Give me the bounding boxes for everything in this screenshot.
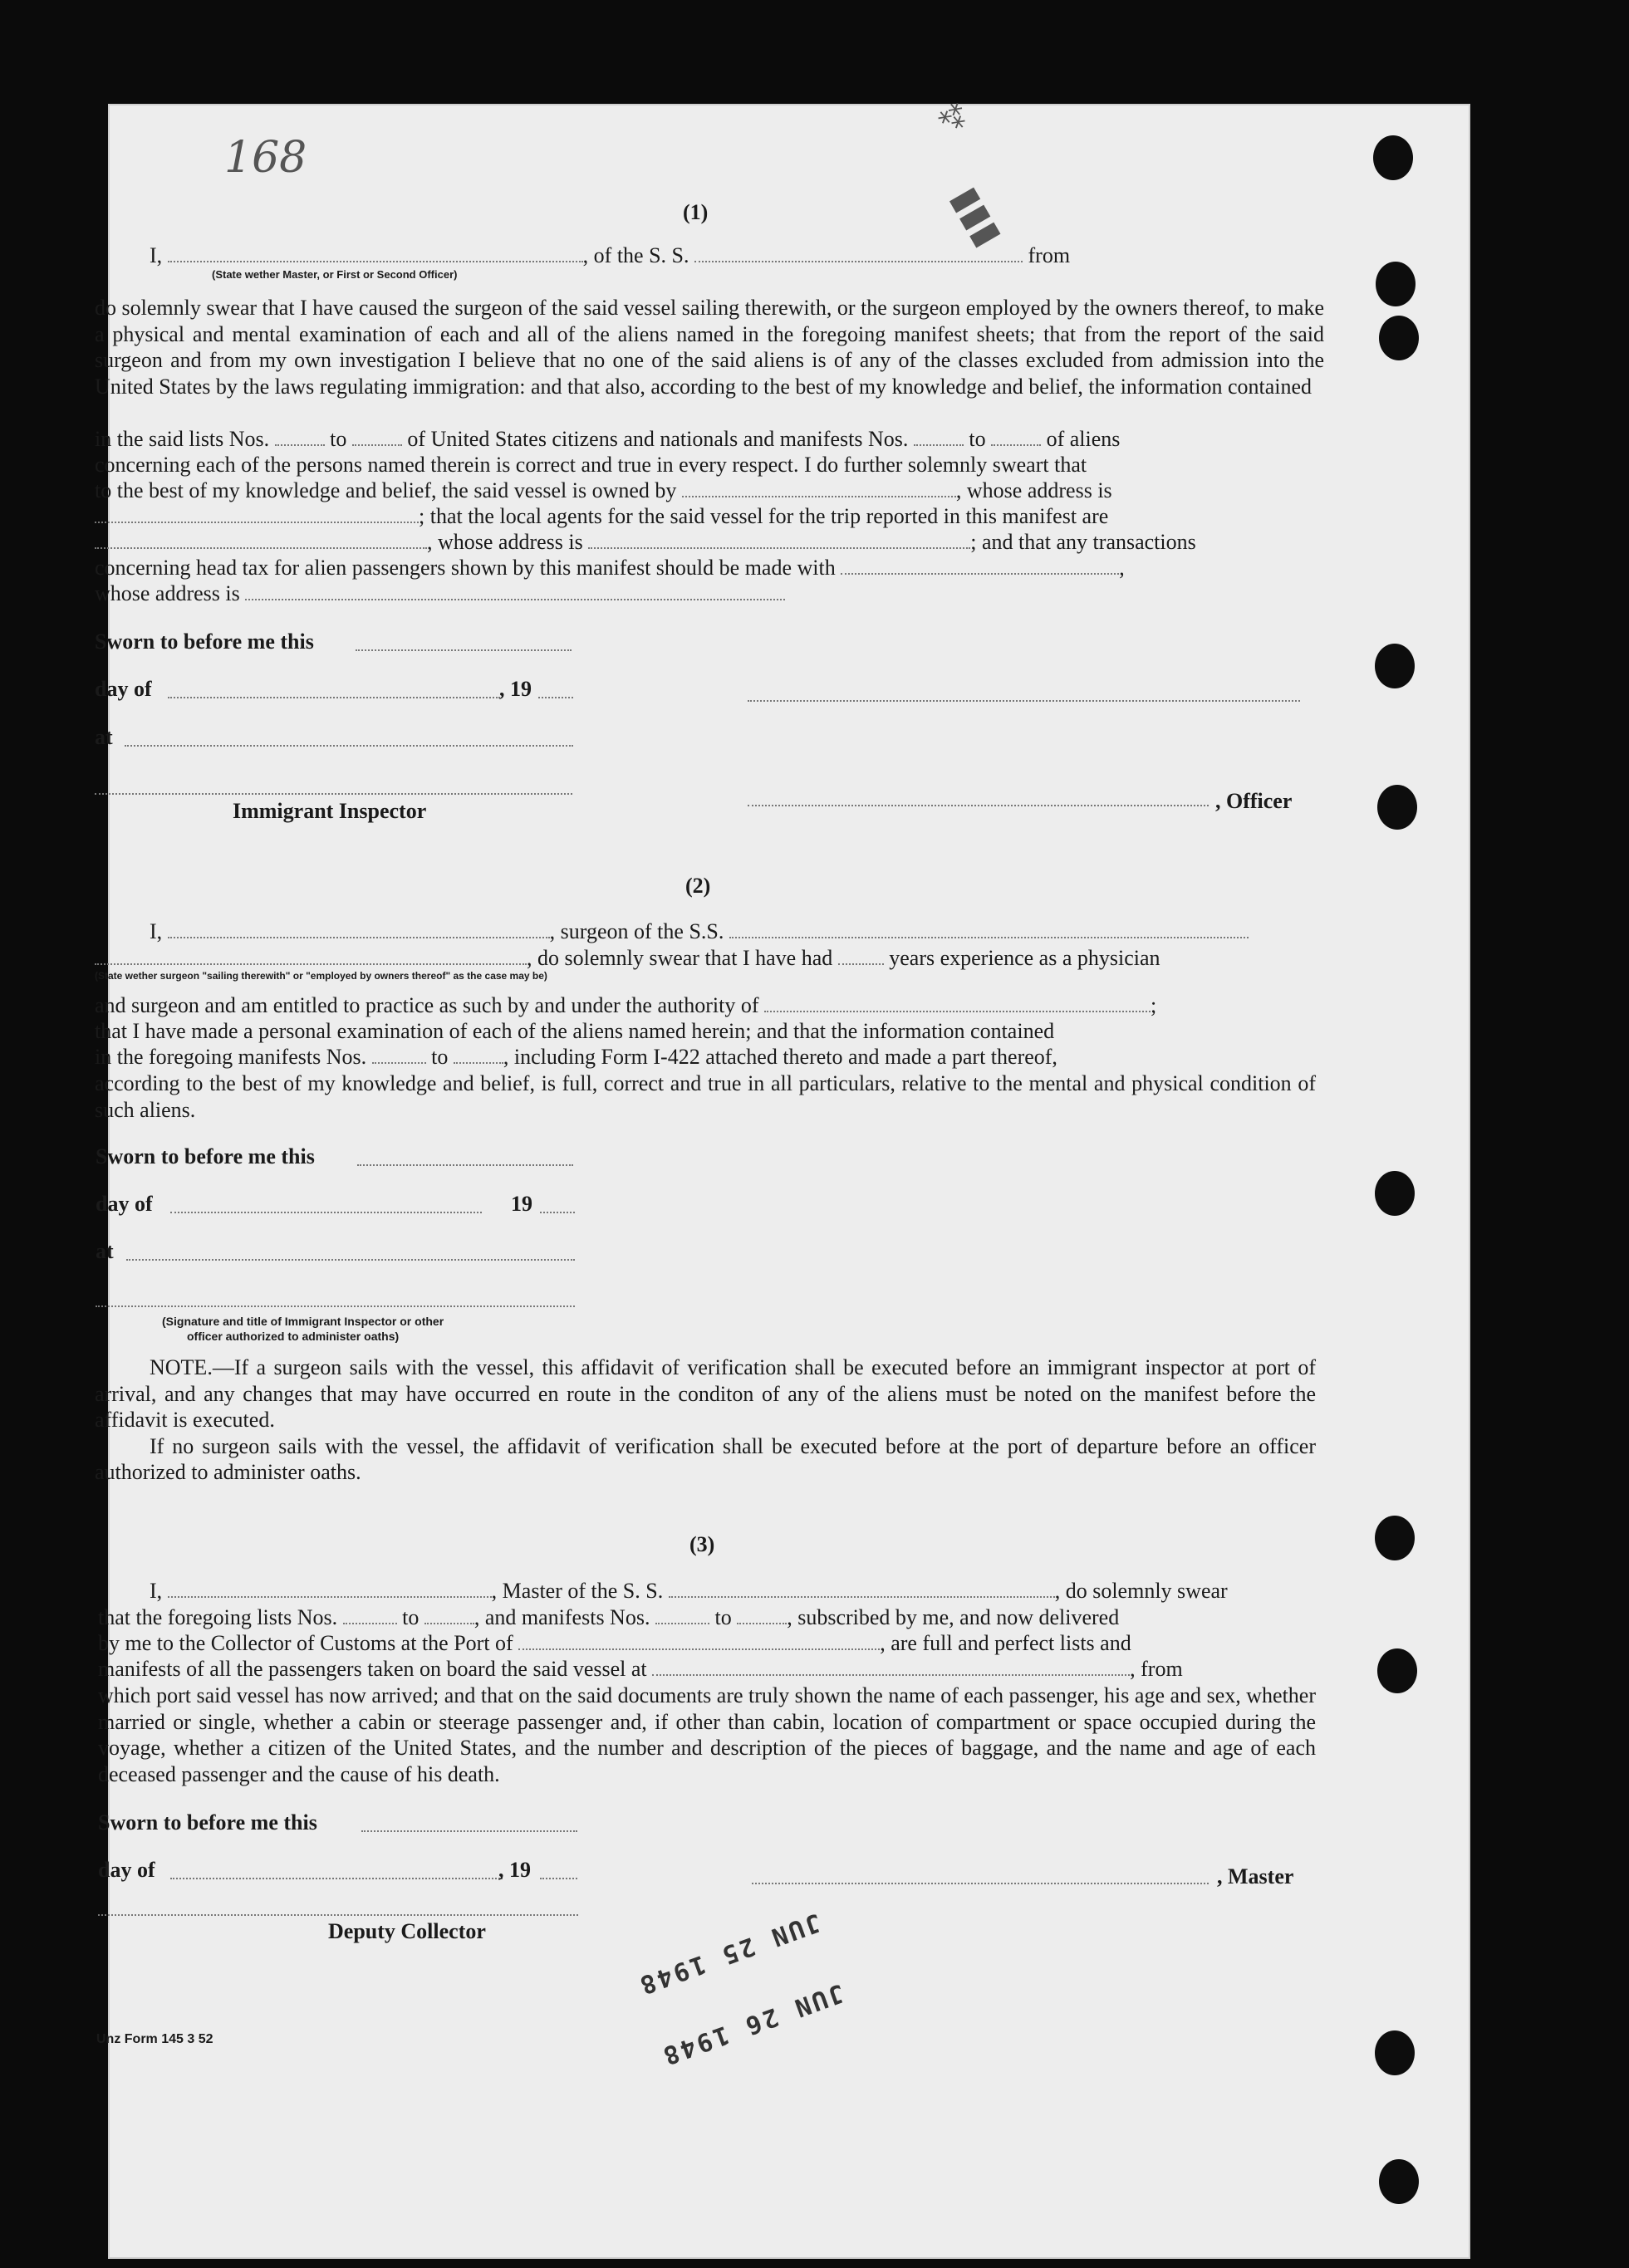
- punch-hole: [1379, 316, 1419, 360]
- s3-day-field[interactable]: [170, 1878, 503, 1879]
- s3-manifests-from-field[interactable]: [655, 1606, 709, 1624]
- s2-at-field[interactable]: [126, 1259, 575, 1261]
- s3-lists-from-field[interactable]: [343, 1606, 397, 1624]
- s2-line2-a: , do solemnly swear that I have had: [527, 946, 833, 970]
- s3-line1-prefix: I,: [150, 1579, 163, 1603]
- s2-manifests-line: [95, 1045, 1057, 1070]
- s3-port-line: [98, 1631, 1131, 1656]
- s1-at: at: [95, 725, 113, 749]
- owner-address-field[interactable]: [95, 505, 419, 523]
- s3-day-of: day of: [98, 1858, 155, 1882]
- s3-para: which port said vessel has now arrived; and that on the said documents are truly shown the name of each passenger, his age and sex, whether married or single, whether a cabin or steerage passenger and, if other than cabin, location of compartment or space occupied during the voyage, whether a citizen of the United States, and the number and description of the pieces of baggage, and the name and age of each deceased passenger and the cause of his death.: [98, 1683, 1316, 1786]
- s3-collector-label: Deputy Collector: [328, 1919, 486, 1943]
- s1-officer-label: , Officer: [1215, 789, 1293, 813]
- punch-hole: [1375, 1516, 1415, 1560]
- s2-day-of: day of: [96, 1192, 153, 1216]
- master-name-field[interactable]: [168, 1580, 492, 1598]
- master-signature-field[interactable]: [752, 1883, 1209, 1884]
- s2-manifests-c: , including Form I-422 attached thereto and made a part thereof,: [503, 1045, 1057, 1069]
- s1-para2: concerning each of the persons named therein is correct and true in every respect. I do further solemnly sweart that: [95, 453, 1087, 477]
- officer-caption: (State wether Master, or First or Second Officer): [212, 268, 458, 281]
- s3-year-field[interactable]: [540, 1878, 577, 1879]
- s1-lists-c: of United States citizens and nationals and manifests Nos.: [407, 427, 909, 451]
- s3-vessel-field[interactable]: [669, 1580, 1055, 1598]
- s1-inspector-label: Immigrant Inspector: [233, 799, 427, 823]
- s1-day-field[interactable]: [168, 697, 500, 698]
- s3-board-b: , from: [1130, 1657, 1183, 1681]
- collector-signature-field[interactable]: [98, 1914, 578, 1916]
- lists-to-field[interactable]: [352, 428, 402, 446]
- s2-auth-b: ;: [1151, 993, 1157, 1017]
- s2-para2: according to the best of my knowledge and belief, is full, correct and true in all particulars, relative to the mental and physical condition of such aliens.: [95, 1071, 1316, 1122]
- punch-hole: [1373, 135, 1413, 180]
- s2-year: 19: [511, 1192, 532, 1216]
- s3-line1-suffix: , do solemnly swear: [1054, 1579, 1228, 1603]
- s1-owned-line: [95, 478, 1112, 503]
- s1-headtax-a: concerning head tax for alien passengers shown by this manifest should be made with: [95, 556, 836, 580]
- s3-line1-middle: , Master of the S. S.: [491, 1579, 664, 1603]
- form-number: Unz Form 145 3 52: [96, 2032, 213, 2046]
- s1-headtax-b: ,: [1119, 556, 1125, 580]
- s3-lists-c: , and manifests Nos.: [473, 1605, 650, 1629]
- s1-owned-b: , whose address is: [955, 478, 1112, 502]
- s1-owned-a: to the best of my knowledge and belief, the said vessel is owned by: [95, 478, 677, 502]
- s3-master-label: , Master: [1217, 1864, 1294, 1888]
- punch-hole: [1375, 644, 1415, 688]
- s2-sig-caption-1: (Signature and title of Immigrant Inspector or other: [162, 1315, 444, 1328]
- owner-field[interactable]: [682, 479, 956, 497]
- note-1: NOTE.—If a surgeon sails with the vessel, this affidavit of verification shall be executed before an immigrant inspector at port of arrival, and any changes that may have occurred en route in the conditon of any of the aliens must be noted on the manifest before the affidavit is executed.: [95, 1355, 1316, 1432]
- s2-manifests-from-field[interactable]: [372, 1046, 426, 1064]
- surgeon-name-field[interactable]: [168, 920, 550, 938]
- s2-manifests-to-field[interactable]: [454, 1046, 503, 1064]
- s1-at-field[interactable]: [125, 745, 573, 747]
- s1-inspector-signature[interactable]: [95, 793, 572, 795]
- s1-lists-a: in the said lists Nos.: [95, 427, 270, 451]
- officer-name-field[interactable]: [168, 244, 583, 262]
- section-1-number: (1): [683, 200, 709, 224]
- note-2: If no surgeon sails with the vessel, the affidavit of verification shall be executed before at the port of departure before an officer authorized to administer oaths.: [95, 1433, 1316, 1484]
- s3-port-b: , are full and perfect lists and: [880, 1631, 1131, 1655]
- s1-lists-d: to: [969, 427, 986, 451]
- ink-smudge: ⁂: [934, 96, 972, 137]
- s1-whose-line: [95, 581, 785, 606]
- s1-sworn: Sworn to before me this: [95, 629, 314, 654]
- punch-hole: [1377, 1648, 1417, 1693]
- s1-day-of: day of: [95, 677, 152, 701]
- ink-smudge: ▮▮▮: [944, 179, 1011, 253]
- s1-para1: do solemnly swear that I have caused the surgeon of the said vessel sailing therewith, or the surgeon employed by the owners thereof, to make a physical and mental examination of each and all of the aliens named in the foregoing manifest sheets; that from the report of the said surgeon and from my own investigation I believe that no one of the said aliens is of any of the classes excluded from admission into the United States by the laws regulating immigration: and that also, according to the best of my knowledge and belief, the information contained: [95, 296, 1324, 399]
- boarding-port-field[interactable]: [652, 1658, 1130, 1676]
- port-field[interactable]: [518, 1632, 880, 1650]
- date-stamp: JUN 26 1948: [657, 1977, 848, 2071]
- s1-lists-e: of aliens: [1046, 427, 1121, 451]
- s2-line1-prefix: I,: [150, 919, 163, 943]
- vessel-name-field[interactable]: [694, 244, 1023, 262]
- s1-agents-line: [95, 504, 1108, 529]
- s2-auth-line: [95, 993, 1156, 1018]
- headtax-address-field[interactable]: [245, 582, 785, 600]
- s3-lists-line: [98, 1605, 1119, 1630]
- s2-sig-caption-2: officer authorized to administer oaths): [187, 1330, 400, 1343]
- s1-sworn-field[interactable]: [356, 649, 572, 651]
- s1-officer-signature[interactable]: [748, 805, 1209, 806]
- s2-para1: that I have made a personal examination of each of the aliens named herein; and that the information contained: [95, 1019, 1055, 1043]
- surgeon-type-field[interactable]: [95, 947, 527, 965]
- s3-sworn: Sworn to before me this: [98, 1810, 317, 1834]
- s2-line2-b: years experience as a physician: [889, 946, 1160, 970]
- punch-hole: [1376, 262, 1416, 306]
- section-3-number: (3): [689, 1532, 715, 1556]
- s1-line1: [150, 243, 1070, 268]
- s2-day-field[interactable]: [170, 1212, 482, 1213]
- punch-hole: [1375, 2030, 1415, 2075]
- surgeon-caption: (State wether surgeon "sailing therewith" or "employed by owners thereof" as the case may be): [95, 970, 547, 982]
- s1-line1-suffix: from: [1028, 243, 1071, 267]
- s1-line1-middle: , of the S. S.: [582, 243, 689, 267]
- s2-sworn-field[interactable]: [357, 1164, 573, 1166]
- s3-lists-e: , subscribed by me, and now delivered: [787, 1605, 1120, 1629]
- s3-paragraph: [98, 1683, 1316, 1787]
- s2-line2: [95, 946, 1160, 971]
- s3-line1: [150, 1579, 1228, 1604]
- s2-paragraph: [95, 1070, 1316, 1123]
- s3-lists-d: to: [714, 1605, 732, 1629]
- s1-officer-signature-upper[interactable]: [748, 700, 1300, 702]
- s1-year-field[interactable]: [538, 697, 573, 698]
- s2-line1: [150, 919, 1249, 944]
- date-stamp: JUN 25 1948: [634, 1907, 825, 2001]
- handwritten-sheet-number: 168: [224, 133, 307, 183]
- s2-vessel-field[interactable]: [729, 920, 1249, 938]
- s2-manifests-a: in the foregoing manifests Nos.: [95, 1045, 367, 1069]
- note-block: [95, 1354, 1316, 1486]
- s1-agents-c: ; and that any transactions: [970, 530, 1196, 554]
- s3-board-line: [98, 1657, 1183, 1682]
- s2-manifests-b: to: [431, 1045, 449, 1069]
- s3-port-a: by me to the Collector of Customs at the Port of: [98, 1631, 513, 1655]
- lists-from-field[interactable]: [275, 428, 325, 446]
- headtax-contact-field[interactable]: [841, 556, 1119, 575]
- years-experience-field[interactable]: [838, 947, 884, 965]
- s3-sworn-field[interactable]: [361, 1830, 577, 1832]
- s1-agents-b: , whose address is: [427, 530, 583, 554]
- agents-address-field[interactable]: [588, 531, 970, 549]
- s1-lists-line: [95, 427, 1120, 452]
- form-page: [95, 96, 1470, 2259]
- s2-auth-a: and surgeon and am entitled to practice as such by and under the authority of: [95, 993, 759, 1017]
- punch-hole: [1375, 1171, 1415, 1216]
- s2-line1-middle: , surgeon of the S.S.: [549, 919, 724, 943]
- s2-signature-field[interactable]: [96, 1305, 575, 1307]
- s1-headtax-line: [95, 556, 1125, 580]
- s3-lists-a: that the foregoing lists Nos.: [98, 1605, 338, 1629]
- section-2-number: (2): [685, 874, 711, 898]
- s1-whose-address: whose address is: [95, 581, 240, 605]
- s2-year-field[interactable]: [540, 1212, 575, 1213]
- s1-line1-prefix: I,: [150, 243, 163, 267]
- s3-lists-to-field[interactable]: [424, 1606, 474, 1624]
- authority-field[interactable]: [764, 994, 1151, 1012]
- punch-hole: [1379, 2159, 1419, 2204]
- manifests-to-field[interactable]: [991, 428, 1041, 446]
- s1-lists-b: to: [330, 427, 347, 451]
- manifests-from-field[interactable]: [914, 428, 964, 446]
- s1-year: , 19: [499, 677, 532, 701]
- s3-board-a: manifests of all the passengers taken on board the said vessel at: [98, 1657, 647, 1681]
- s1-agents2-line: [95, 530, 1196, 555]
- s3-lists-b: to: [402, 1605, 420, 1629]
- s3-year: , 19: [498, 1858, 531, 1882]
- punch-hole: [1377, 785, 1417, 830]
- agents-field[interactable]: [95, 531, 427, 549]
- s1-agents-a: ; that the local agents for the said vessel for the trip reported in this manifest are: [419, 504, 1109, 528]
- s2-at: at: [96, 1239, 114, 1263]
- s2-sworn: Sworn to before me this: [96, 1144, 315, 1168]
- s3-manifests-to-field[interactable]: [737, 1606, 787, 1624]
- s1-paragraph: [95, 295, 1324, 399]
